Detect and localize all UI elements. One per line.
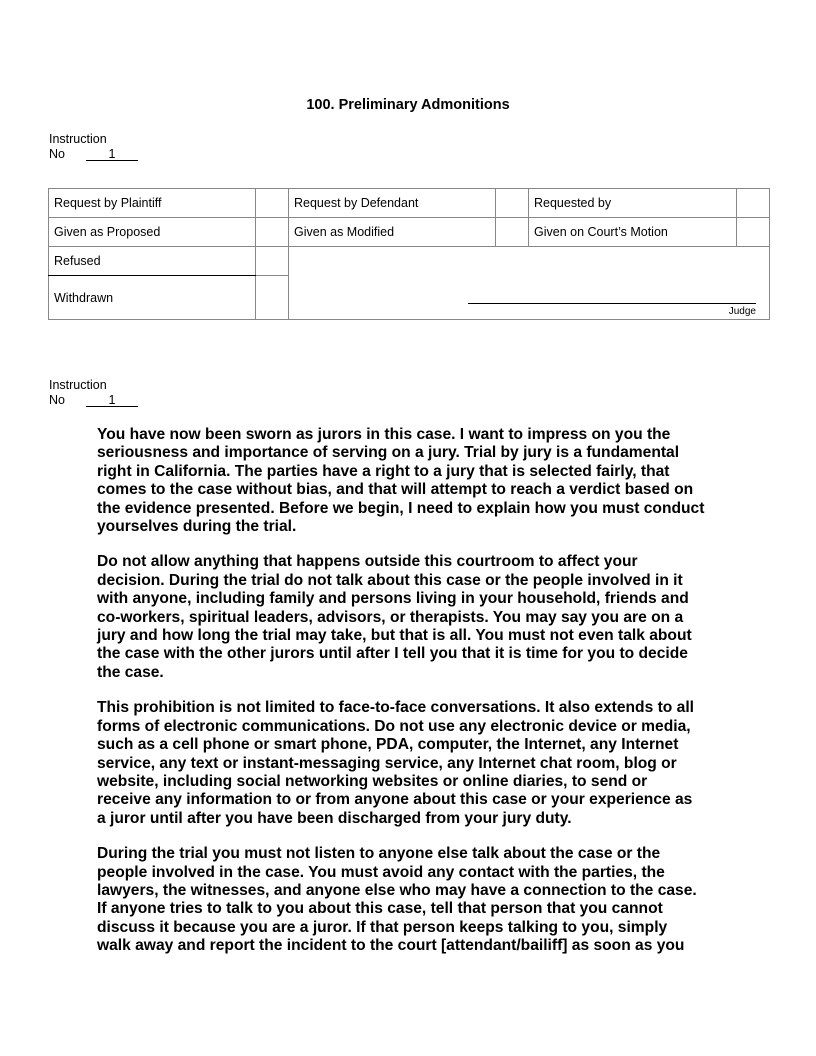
paragraph-line: a juror until after you have been discharged from your jury duty. xyxy=(97,809,572,827)
instruction-label: Instruction xyxy=(49,378,107,392)
paragraph-line: You have now been sworn as jurors in this case. I want to impress on you the xyxy=(97,426,671,443)
paragraph-line: discuss it because you are a juror. If that person keeps talking to you, simply xyxy=(97,918,668,936)
refused-label: Refused xyxy=(49,247,256,276)
paragraph-line: During the trial you must not listen to anyone else talk about the case or the xyxy=(97,845,661,863)
requested-by-box[interactable] xyxy=(737,189,770,218)
paragraph-line: with anyone, including family and persons living in your household, friends and xyxy=(97,590,689,608)
paragraph-line: website, including social networking websites or online diaries, to send or xyxy=(97,772,648,790)
instruction-body xyxy=(97,426,737,973)
paragraph-line: lawyers, the witnesses, and anyone else who may have a connection to the case. xyxy=(97,881,697,899)
instruction-no-value: 1 xyxy=(86,394,138,407)
paragraph-line: forms of electronic communications. Do not use any electronic device or media, xyxy=(97,717,691,735)
paragraph-line: right in California. The parties have a right to a jury that is selected fairly, that xyxy=(97,462,670,480)
paragraph xyxy=(97,699,737,828)
no-label: No xyxy=(49,392,65,407)
request-defendant-box[interactable] xyxy=(496,189,529,218)
paragraph-line: jury and how long the trial may take, but that is all. You must not even talk about xyxy=(97,627,692,645)
paragraph-line: receive any information to or from anyone about this case or your experience as xyxy=(97,791,693,809)
no-label: No xyxy=(49,146,65,161)
refused-box[interactable] xyxy=(256,247,289,276)
paragraph-line: seriousness and importance of serving on a jury. Trial by jury is a fundamental xyxy=(97,444,680,462)
given-modified-label: Given as Modified xyxy=(289,218,496,247)
paragraph-line: decision. During the trial do not talk about this case or the people involved in it xyxy=(97,571,683,589)
request-plaintiff-box[interactable] xyxy=(256,189,289,218)
paragraph xyxy=(97,553,737,682)
given-court-box[interactable] xyxy=(737,218,770,247)
paragraph-line: the case. xyxy=(97,663,164,681)
paragraph-line: If anyone tries to talk to you about this case, tell that person that you cannot xyxy=(97,900,663,918)
page-title: 100. Preliminary Admonitions xyxy=(306,97,510,113)
given-modified-box[interactable] xyxy=(496,218,529,247)
judge-signature-area xyxy=(289,247,770,320)
instruction-no-value: 1 xyxy=(86,148,138,161)
paragraph-line: comes to the case without bias, and that will attempt to reach a verdict based on xyxy=(97,481,694,499)
paragraph-line: such as a cell phone or smart phone, PDA, computer, the Internet, any Internet xyxy=(97,736,679,754)
paragraph-line: people involved in the case. You must avoid any contact with the parties, the xyxy=(97,863,665,881)
paragraph-line: This prohibition is not limited to face-to-face conversations. It also extends to all xyxy=(97,699,694,717)
given-proposed-label: Given as Proposed xyxy=(49,218,256,247)
paragraph-line: the case with the other jurors until after I tell you that it is time for you to decide xyxy=(97,645,688,663)
withdrawn-label: Withdrawn xyxy=(49,276,256,320)
paragraph xyxy=(97,845,737,955)
paragraph-line: Do not allow anything that happens outside this courtroom to affect your xyxy=(97,553,638,571)
paragraph-line: walk away and report the incident to the court [attendant/bailiff] as soon as you xyxy=(97,937,685,955)
request-defendant-label: Request by Defendant xyxy=(289,189,496,218)
paragraph xyxy=(97,426,737,536)
instruction-label: Instruction xyxy=(49,132,107,146)
requested-by-label: Requested by xyxy=(529,189,737,218)
paragraph-line: yourselves during the trial. xyxy=(97,518,297,536)
instruction-number-top xyxy=(49,132,138,161)
instruction-number-bottom xyxy=(49,378,138,407)
request-plaintiff-label: Request by Plaintiff xyxy=(49,189,256,218)
paragraph-line: service, any text or instant-messaging service, any Internet chat room, blog or xyxy=(97,754,677,772)
given-proposed-box[interactable] xyxy=(256,218,289,247)
judge-signature-line[interactable] xyxy=(468,303,756,304)
judge-label: Judge xyxy=(728,306,756,317)
withdrawn-box[interactable] xyxy=(256,276,289,320)
paragraph-line: the evidence presented. Before we begin, I need to explain how you must conduct xyxy=(97,499,705,517)
given-court-label: Given on Court’s Motion xyxy=(529,218,737,247)
paragraph-line: co-workers, spiritual leaders, advisors, or therapists. You may say you are on a xyxy=(97,608,684,626)
disposition-table xyxy=(48,188,770,320)
